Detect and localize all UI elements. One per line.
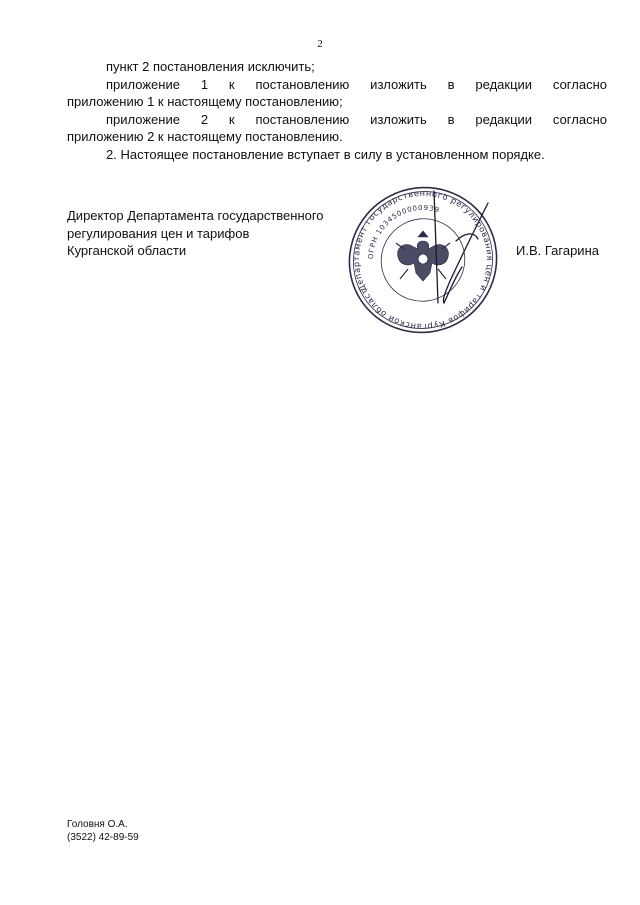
paragraph-appendix-1: приложение 1 к постановлению изложить в редакции согласно: [106, 76, 607, 92]
stamp-outer-text: Департамент государственного регулирования цен и тарифов Курганской области: [350, 187, 496, 333]
executor-name: Головня О.А.: [67, 819, 128, 830]
signature-title-line: Курганской области: [67, 243, 187, 258]
paragraph-appendix-2-cont: приложению 2 к настоящему постановлению.: [67, 129, 343, 144]
paragraph-appendix-2: приложение 2 к постановлению изложить в редакции согласно: [106, 111, 607, 127]
double-headed-eagle-emblem: [396, 231, 450, 281]
paragraph-clause-2-exclude: пункт 2 постановления исключить;: [106, 59, 315, 74]
official-seal-stamp: [338, 183, 508, 338]
executor-info: [67, 818, 139, 844]
document-body: [67, 58, 607, 163]
page-number: 2: [317, 38, 323, 50]
signer-name: И.В. Гагарина: [516, 243, 599, 258]
signature-title: [67, 207, 367, 260]
signature-title-line: Директор Департамента государственного: [67, 208, 324, 223]
executor-phone: (3522) 42-89-59: [67, 832, 139, 843]
stamp-inner-text: ОГРН 1034500000939: [366, 203, 441, 260]
paragraph-effective-date: 2. Настоящее постановление вступает в силу в установленном порядке.: [106, 146, 545, 162]
paragraph-appendix-1-cont: приложению 1 к настоящему постановлению;: [67, 94, 343, 109]
signature-title-line: регулирования цен и тарифов: [67, 225, 250, 241]
